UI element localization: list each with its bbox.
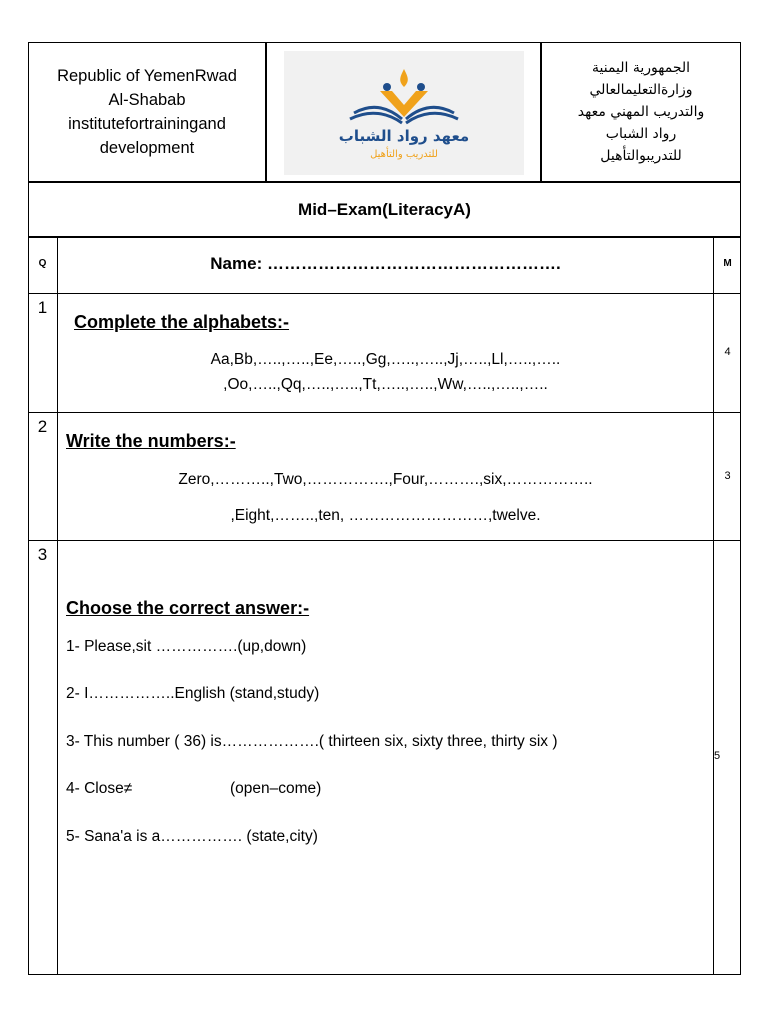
question-mark: 3 <box>724 470 731 482</box>
header-english-line: Al-Shabab <box>108 91 186 109</box>
logo-arabic-subtitle: للتدريب والتأهيل <box>370 149 438 160</box>
q-column-divider <box>57 237 58 975</box>
header-arabic-line: الجمهورية اليمنية <box>592 60 691 76</box>
question-heading: Complete the alphabets:- <box>74 312 290 332</box>
question-mark: 5 <box>714 750 721 762</box>
header-english-line: Republic of YemenRwad <box>57 67 237 85</box>
question-heading: Write the numbers:- <box>66 431 236 451</box>
student-name-field[interactable]: Name: ……………………………………………. <box>210 254 561 273</box>
question-number: 2 <box>37 417 48 436</box>
institute-logo-graphic <box>284 51 524 175</box>
question-item: 4- Close≠ <box>66 780 133 797</box>
header-english-cell <box>28 42 266 182</box>
question-item: 5- Sana'a is a……………. (state,city) <box>66 828 318 845</box>
question-number: 3 <box>37 545 48 564</box>
header-english-line: institutefortrainingand <box>68 115 226 133</box>
row-divider <box>28 412 741 413</box>
header-arabic-line: وزارةالتعليمالعالي <box>589 82 693 98</box>
m-column-header: M <box>723 258 732 269</box>
exam-title: Mid–Exam(LiteracyA) <box>28 182 741 237</box>
question-item-options: (open–come) <box>230 780 322 797</box>
question-item: 2- I……………..English (stand,study) <box>66 685 320 702</box>
header-arabic-line: رواد الشباب <box>605 126 677 142</box>
header-arabic-line: للتدريبوالتأهيل <box>600 148 682 164</box>
question-line: ,Oo,…..,Qq,…..,…..,Tt,…..,…..,Ww,…..,…..,….. <box>223 376 548 393</box>
question-number: 1 <box>37 298 48 317</box>
header-english-line: development <box>99 139 195 157</box>
row-divider <box>28 540 741 541</box>
question-line: Zero,………..,Two,…………….,Four,……….,six,…………….. <box>178 471 593 488</box>
question-item: 1- Please,sit …………….(up,down) <box>66 638 307 655</box>
question-heading: Choose the correct answer:- <box>66 598 310 618</box>
header-logo-cell <box>266 42 541 182</box>
question-line: ,Eight,……..,ten, ………………………,twelve. <box>230 507 541 524</box>
question-item: 3- This number ( 36) is……………….( thirteen six, sixty three, thirty six ) <box>66 733 558 750</box>
header-arabic-cell <box>541 42 741 182</box>
question-mark: 4 <box>724 346 731 358</box>
question-line: Aa,Bb,…..,…..,Ee,…..,Gg,…..,…..,Jj,…..,Ll,…..,….. <box>210 351 561 368</box>
q-column-header: Q <box>38 258 47 269</box>
row-divider <box>28 293 741 294</box>
institute-logo <box>284 51 524 175</box>
logo-arabic-name: معهد رواد الشباب <box>338 127 470 145</box>
header-arabic-line: والتدريب المهني معهد <box>577 104 705 120</box>
